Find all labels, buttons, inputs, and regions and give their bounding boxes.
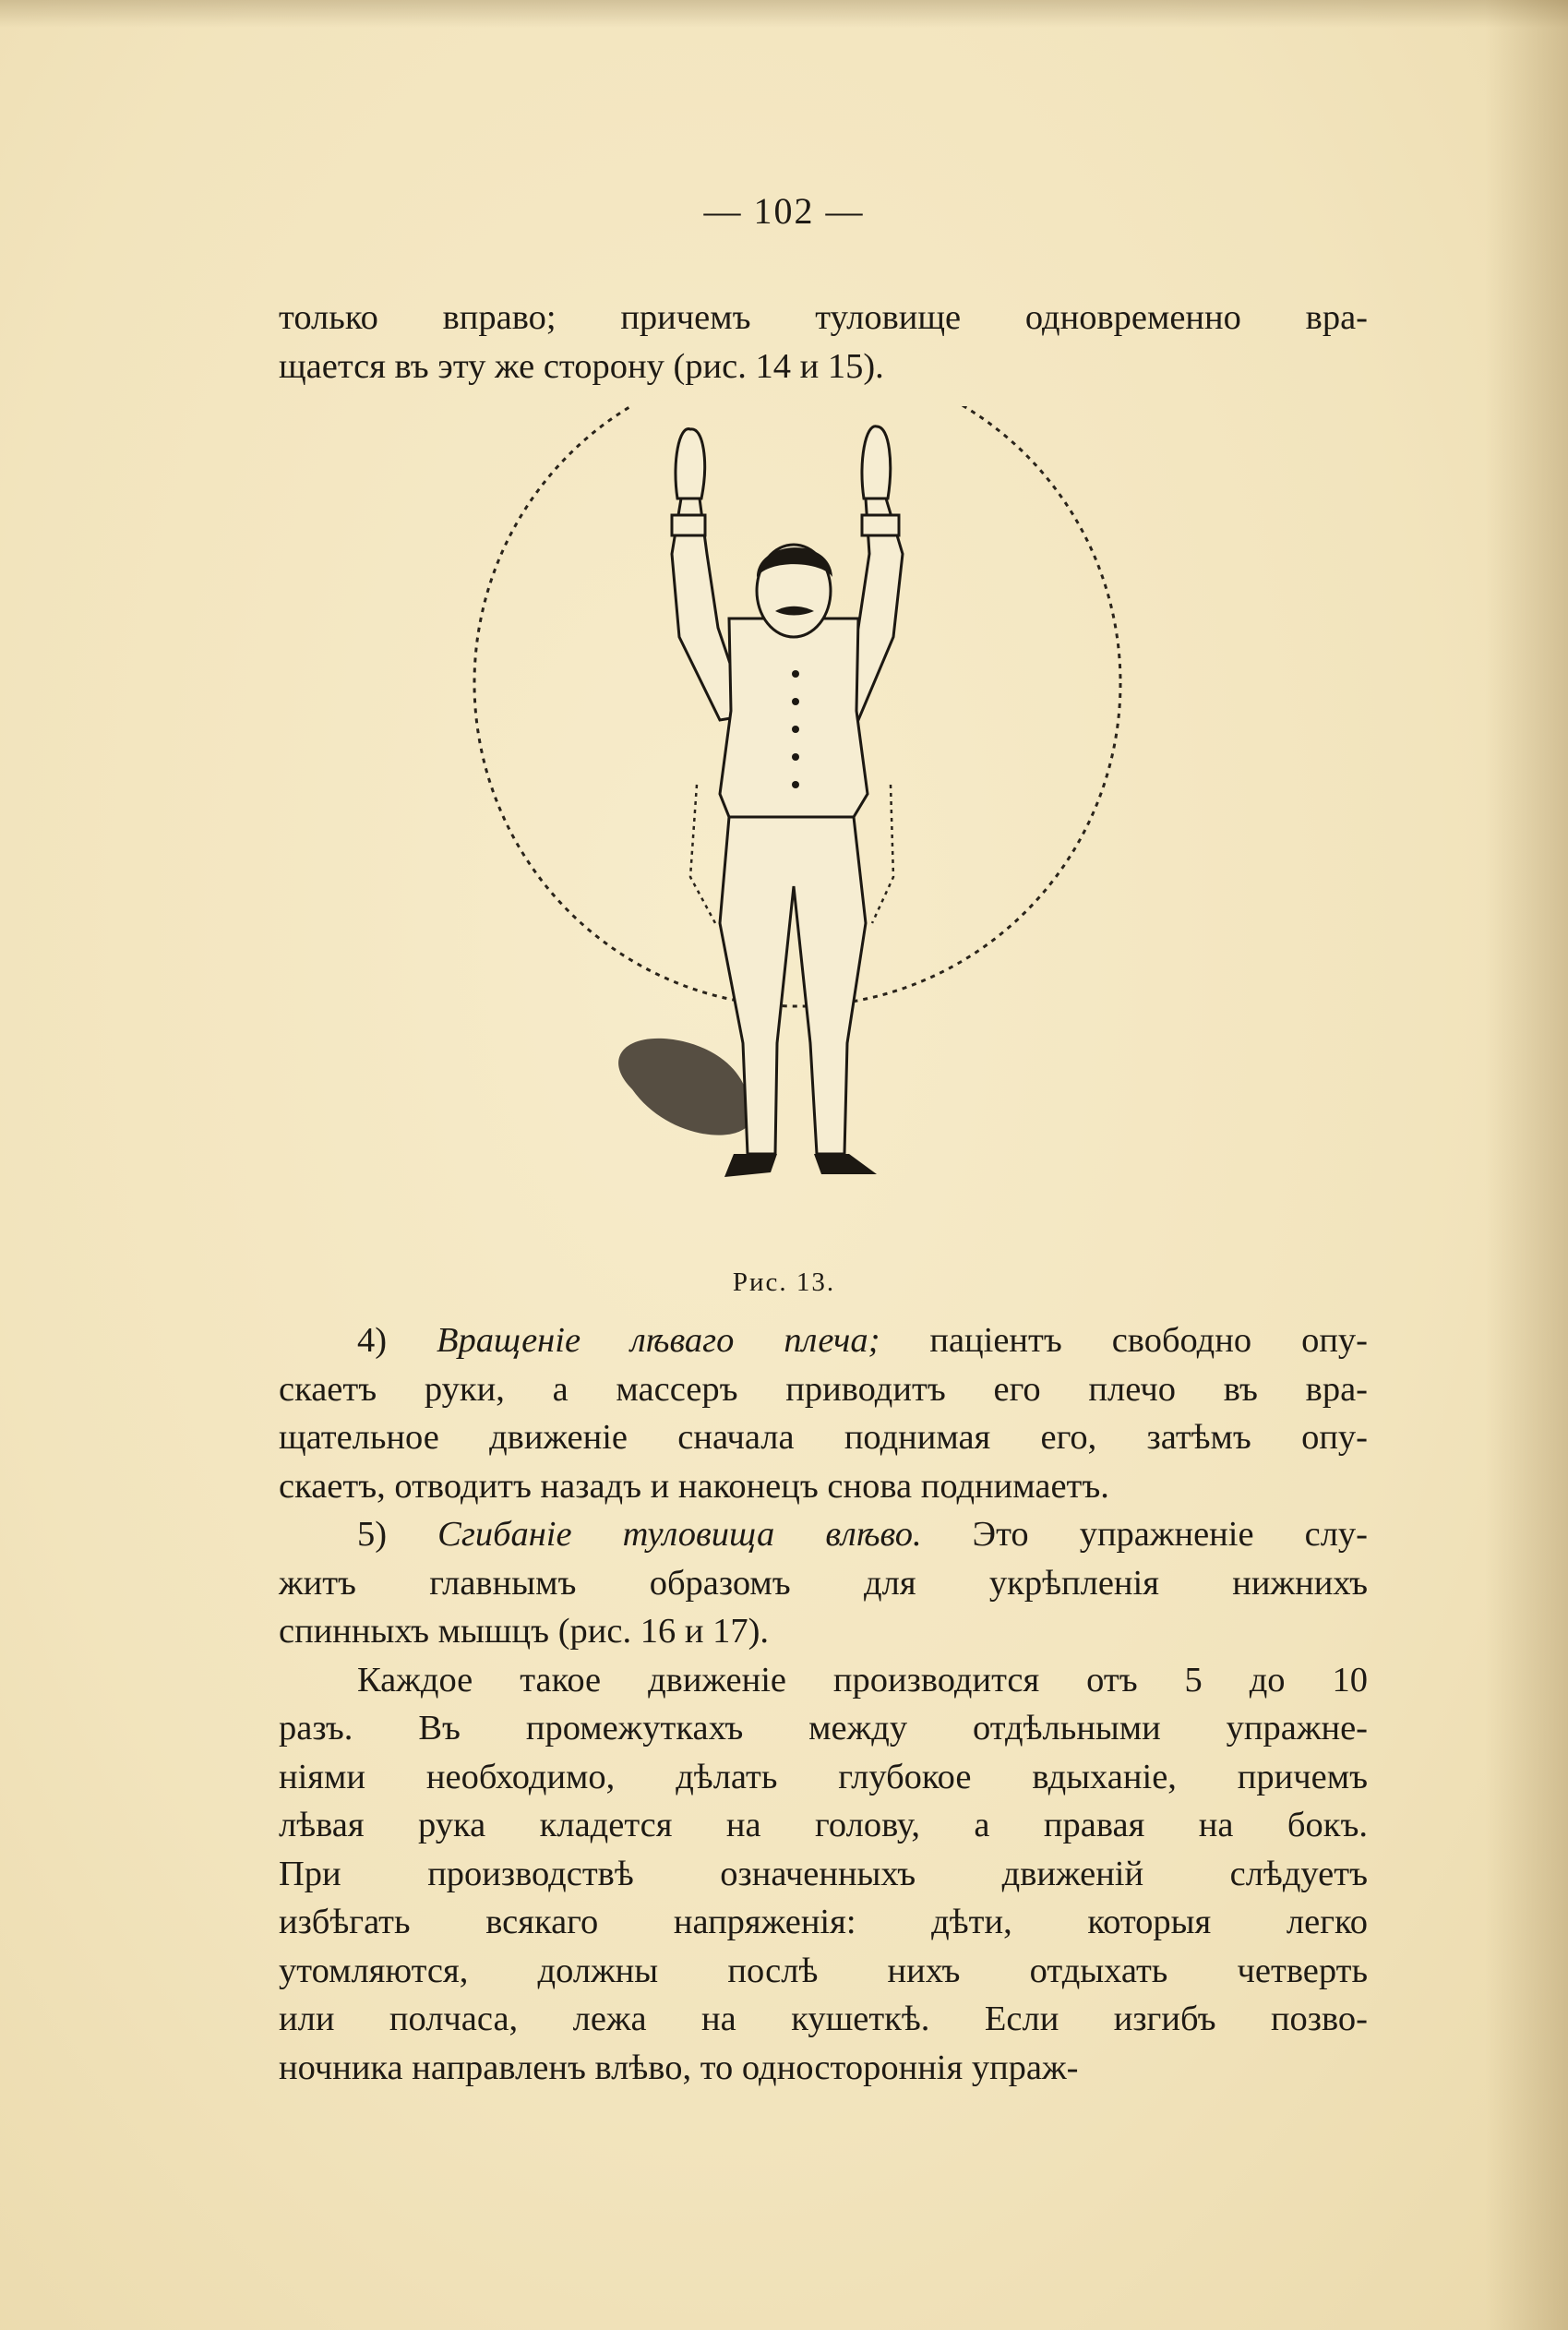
right-shoe (814, 1154, 877, 1174)
text-run: нiями необходимо, дѣлать глубокое вдыханiе, причемъ (279, 1757, 1368, 1796)
hip-dotted-outline-right (872, 785, 893, 923)
text-run: спинныхъ мышцъ (рис. 16 и 17). (279, 1612, 770, 1651)
text-line (279, 1559, 1368, 1608)
italic-heading: Вращенiе лѣваго плеча; (437, 1321, 880, 1360)
text-line: только вправо; причемъ туловище одновременно вра- (279, 298, 1368, 337)
text-run: 4) (357, 1321, 437, 1360)
text-run: житъ главнымъ образомъ для укрѣпленiя нижнихъ (279, 1563, 1368, 1603)
page-number: — 102 — (703, 190, 865, 232)
text-line (279, 1510, 1368, 1559)
right-hand (862, 426, 891, 498)
text-line (279, 1462, 1368, 1511)
top-text-block (279, 294, 1368, 390)
text-line (279, 1898, 1368, 1947)
text-run: избѣгать всякаго напряженiя: дѣти, которыя легко (279, 1903, 1368, 1941)
left-cuff (672, 515, 705, 535)
text-line (279, 1995, 1368, 2044)
text-line (279, 1753, 1368, 1802)
text-line (279, 1607, 1368, 1656)
text-line (279, 1947, 1368, 1996)
text-line (279, 1656, 1368, 1705)
paragraph (279, 1316, 1368, 1510)
text-run: щательное движенiе сначала поднимая его, затѣмъ опу- (279, 1418, 1368, 1457)
text-line (279, 1850, 1368, 1899)
text-run: 5) (357, 1515, 438, 1554)
text-run: утомляются, должны послѣ нихъ отдыхать четверть (279, 1951, 1368, 1990)
text-run: При производствѣ означенныхъ движенiй слѣдуетъ (279, 1854, 1368, 1893)
body-text-block (279, 1316, 1368, 2092)
text-run: Это упражненiе слу- (921, 1515, 1368, 1554)
italic-heading: Сгибанiе туловища влѣво. (437, 1515, 922, 1554)
text-run: или полчаса, лежа на кушеткѣ. Если изгибъ позво- (279, 2000, 1368, 2038)
figure-man-arms-raised-illustration (452, 406, 1154, 1237)
text-run: лѣвая рука кладется на голову, а правая на бокъ. (279, 1806, 1368, 1844)
text-line (279, 2044, 1368, 2093)
text-line (279, 1704, 1368, 1753)
right-cuff (862, 515, 899, 535)
text-run: скаетъ, отводитъ назадъ и наконецъ снова поднимаетъ. (279, 1466, 1109, 1506)
text-line (279, 1316, 1368, 1365)
text-run: ночника направленъ влѣво, то одностороннiя упраж- (279, 2048, 1079, 2087)
paragraph (279, 1510, 1368, 1656)
text-line (279, 1413, 1368, 1462)
page-gutter-shadow (1485, 0, 1568, 2330)
left-shoe (724, 1154, 777, 1177)
text-run: разъ. Въ промежуткахъ между отдѣльными упражне- (279, 1709, 1368, 1748)
text-line: щается въ эту же сторону (рис. 14 и 15). (279, 346, 884, 386)
text-line (279, 1801, 1368, 1850)
text-run: пацiентъ свободно опу- (880, 1321, 1368, 1360)
left-hand (676, 429, 705, 498)
text-run: Каждое такое движенiе производится отъ 5 до 10 (357, 1660, 1368, 1699)
figure-shadow (618, 1039, 749, 1135)
figure-caption: Рис. 13. (732, 1267, 836, 1297)
paragraph (279, 1656, 1368, 2093)
text-line (279, 1365, 1368, 1414)
page-top-shadow (0, 0, 1568, 28)
text-run: скаетъ руки, а массеръ приводитъ его плечо въ вра- (279, 1369, 1368, 1409)
hip-dotted-outline-left (690, 785, 715, 923)
